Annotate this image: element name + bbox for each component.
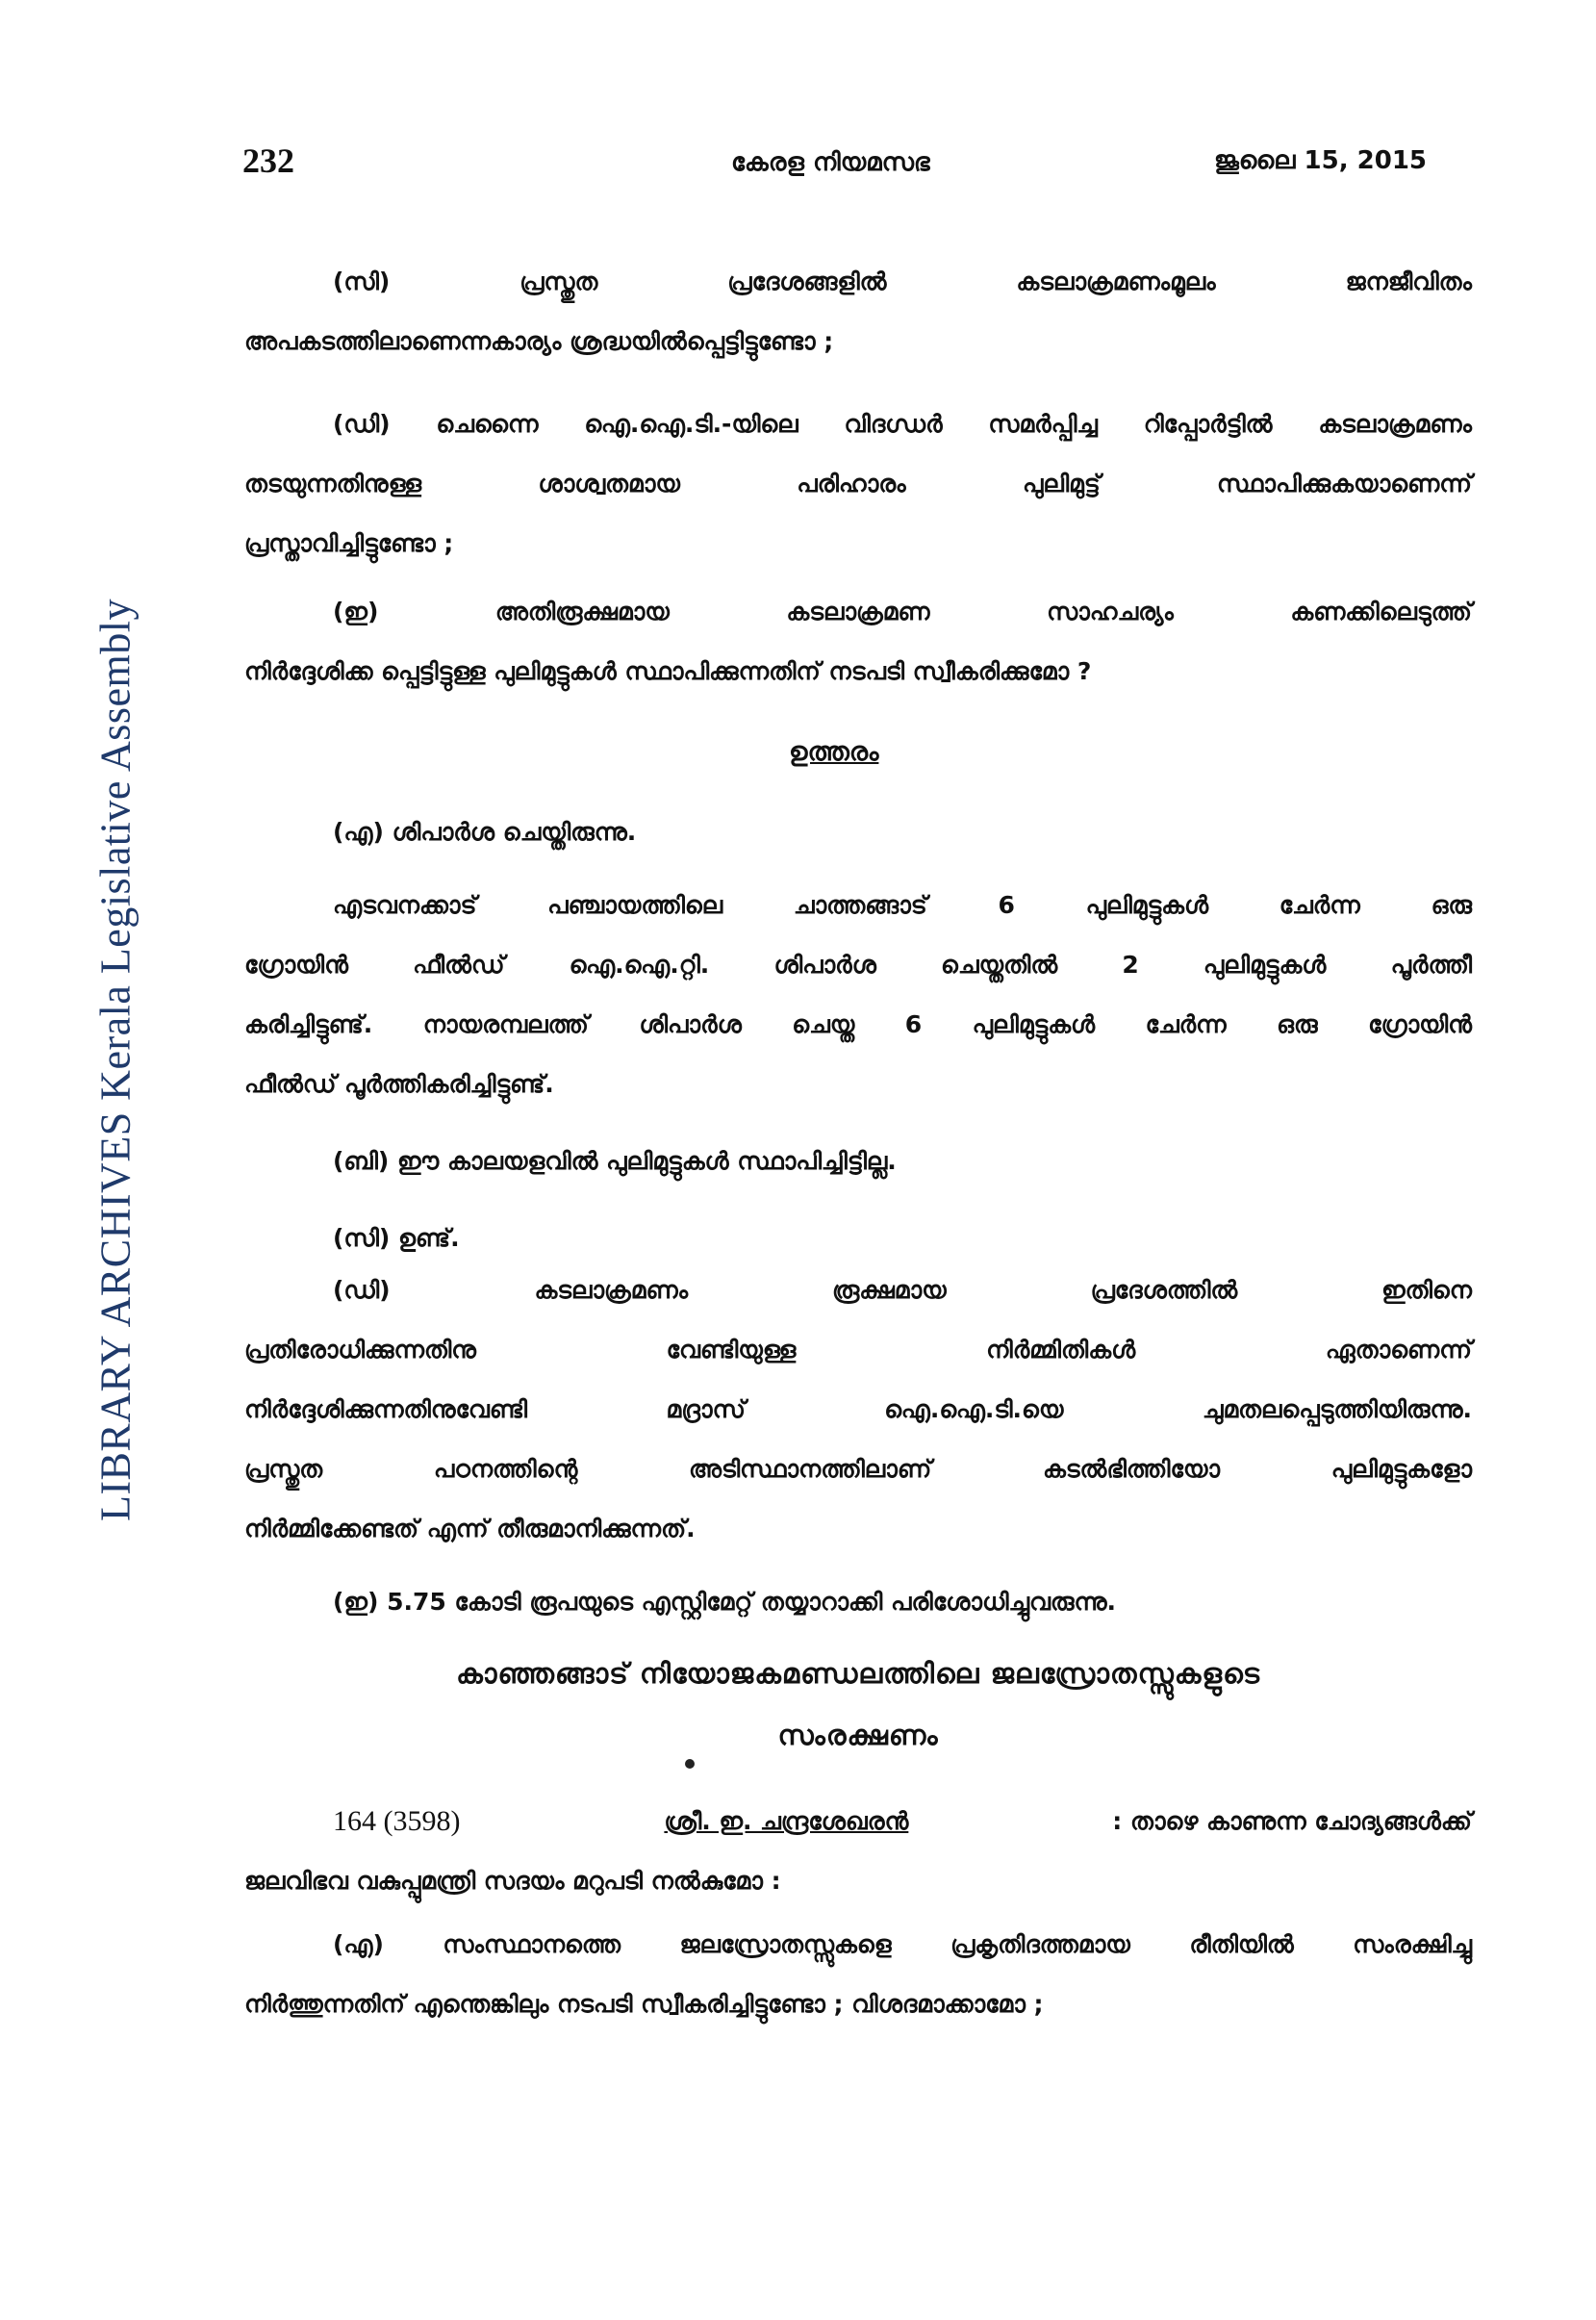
- question-c-word: പ്രദേശങ്ങളിൽ: [727, 268, 887, 295]
- answer-d-line: നിർദ്ദേശിക്കുന്നതിനുവേണ്ടി മദ്രാസ് ഐ.ഐ.ടി.യെ ചുമതലപ്പെടുത്തിയിരുന്നു.: [244, 1395, 1472, 1423]
- question-164-line2: ജലവിഭവ വകുപ്പുമന്ത്രി സദയം മറുപടി നൽകുമോ :: [244, 1867, 781, 1895]
- answer-a: (എ) ശിപാർശ ചെയ്തിരുന്നു.: [333, 818, 637, 846]
- question-d-line1: (ഡി) ചെന്നൈ ഐ.ഐ.ടി.-യിലെ വിദഗ്ധർ സമർപ്പിച്ച റിപ്പോർട്ടിൽ കടലാക്രമണം: [333, 410, 1472, 438]
- answer-d-line1: [244, 1261, 1472, 1320]
- answer-d-word: പ്രദേശത്തിൽ: [1090, 1276, 1238, 1304]
- question-part-c: [244, 252, 1472, 371]
- page-header-date: ജൂലൈ 15, 2015: [1214, 146, 1428, 175]
- question-c-word: ജനജീവിതം: [1345, 268, 1472, 295]
- page-header-title: കേരള നിയമസഭ: [731, 148, 930, 177]
- question-c-word: കടലാക്രമണംമൂലം: [1016, 268, 1216, 295]
- question-c-word: പ്രസ്തുത: [519, 268, 598, 295]
- question-part-d: [244, 395, 1472, 574]
- section-title-line1: കാഞ്ഞങ്ങാട് നിയോജകമണ്ഡലത്തിലെ ജലസ്രോതസ്സുകളുടെ: [456, 1657, 1260, 1690]
- answer-a-line: ഗ്രോയിൻ ഫീൽഡ് ഐ.ഐ.റ്റി. ശിപാർശ ചെയ്തതിൽ 2 പുലിമുട്ടുകൾ പൂർത്തീ: [244, 951, 1472, 979]
- answer-d-label: (ഡി): [333, 1276, 391, 1304]
- answer-d-word: കടലാക്രമണം: [534, 1276, 689, 1304]
- question-e-line1: [244, 582, 1472, 642]
- question-e-word: കണക്കിലെടുത്ത്: [1290, 598, 1472, 625]
- answer-d-line: നിർമ്മിക്കേണ്ടത് എന്ന് തീരുമാനിക്കുന്നത്.: [244, 1515, 696, 1542]
- question-e-line2: നിർദ്ദേശിക്ക പ്പെട്ടിട്ടുള്ള പുലിമുട്ടുകൾ സ്ഥാപിക്കുന്നതിന് നടപടി സ്വീകരിക്കുമോ ?: [244, 657, 1092, 685]
- answer-b: (ബി) ഈ കാലയളവിൽ പുലിമുട്ടുകൾ സ്ഥാപിച്ചിട്ടില്ല.: [333, 1147, 897, 1175]
- question-c-label: (സി): [333, 268, 391, 295]
- question-part-e: [244, 582, 1472, 701]
- question-e-word: സാഹചര്യം: [1047, 598, 1174, 625]
- question-e-word: അതിരൂക്ഷമായ: [494, 598, 670, 625]
- answer-d-line: പ്രതിരോധിക്കുന്നതിനു വേണ്ടിയുള്ള നിർമ്മിതികൾ ഏതാണെന്ന്: [244, 1336, 1472, 1364]
- question-c-line2: അപകടത്തിലാണെന്നകാര്യം ശ്രദ്ധയിൽപ്പെട്ടിട്ടുണ്ടോ ;: [244, 327, 834, 355]
- question-c-line1: [244, 252, 1472, 312]
- question-164: [244, 1792, 1472, 1911]
- question-d-line2: തടയുന്നതിനുള്ള ശാശ്വതമായ പരിഹാരം പുലിമുട്ട് സ്ഥാപിക്കുകയാണെന്ന്: [244, 470, 1472, 497]
- answer-e: (ഇ) 5.75 കോടി രൂപയുടെ എസ്റ്റിമേറ്റ് തയ്യാറാക്കി പരിശോധിച്ചുവരുന്നു.: [333, 1588, 1117, 1616]
- answer-d-word: രൂക്ഷമായ: [832, 1276, 947, 1304]
- question-number: 164 (3598): [333, 1805, 461, 1837]
- answer-heading: ഉത്തരം: [789, 737, 879, 767]
- question-164-intro: : താഴെ കാണുന്ന ചോദ്യങ്ങൾക്ക്: [1112, 1807, 1472, 1835]
- library-watermark: LIBRARY ARCHIVES Kerala Legislative Assembly: [91, 599, 139, 1521]
- answer-d-line: പ്രസ്തുത പഠനത്തിന്റെ അടിസ്ഥാനത്തിലാണ് കടൽഭിത്തിയോ പുലിമുട്ടുകളോ: [244, 1455, 1472, 1483]
- answer-a-paragraph: [244, 876, 1472, 1114]
- section-title-line2: സംരക്ഷണം: [777, 1719, 939, 1751]
- question-d-line3: പ്രസ്താവിച്ചിട്ടുണ്ടോ ;: [244, 529, 454, 557]
- question-e-word: കടലാക്രമണ: [786, 598, 930, 625]
- question-164-a-line1: (എ) സംസ്ഥാനത്തെ ജലസ്രോതസ്സുകളെ പ്രകൃതിദത്തമായ രീതിയിൽ സംരക്ഷിച്ചു: [333, 1930, 1472, 1958]
- question-e-label: (ഇ): [333, 598, 379, 625]
- page-number: 232: [242, 141, 294, 180]
- decorative-dot: [685, 1759, 695, 1769]
- question-164-part-a: [244, 1915, 1472, 2034]
- answer-d: [244, 1261, 1472, 1559]
- answer-a-line: ഫീൽഡ് പൂർത്തികരിച്ചിട്ടുണ്ട്.: [244, 1070, 554, 1098]
- answer-a-line: എടവനക്കാട് പഞ്ചായത്തിലെ ചാത്തങ്ങാട് 6 പുലിമുട്ടുകൾ ചേർന്ന ഒരു: [333, 891, 1472, 919]
- answer-a-line: കരിച്ചിട്ടുണ്ട്. നായരമ്പലത്ത് ശിപാർശ ചെയ്ത 6 പുലിമുട്ടുകൾ ചേർന്ന ഒരു ഗ്രോയിൻ: [244, 1010, 1472, 1038]
- answer-c: (സി) ഉണ്ട്.: [333, 1224, 460, 1252]
- question-164-line1: [244, 1792, 1472, 1851]
- answer-d-word: ഇതിനെ: [1381, 1276, 1472, 1304]
- question-164-a-line2: നിർത്തുന്നതിന് എന്തെങ്കിലും നടപടി സ്വീകരിച്ചിട്ടുണ്ടോ ; വിശദമാക്കാമോ ;: [244, 1990, 1044, 2018]
- member-name: ശ്രീ. ഇ. ചന്ദ്രശേഖരൻ: [664, 1807, 909, 1835]
